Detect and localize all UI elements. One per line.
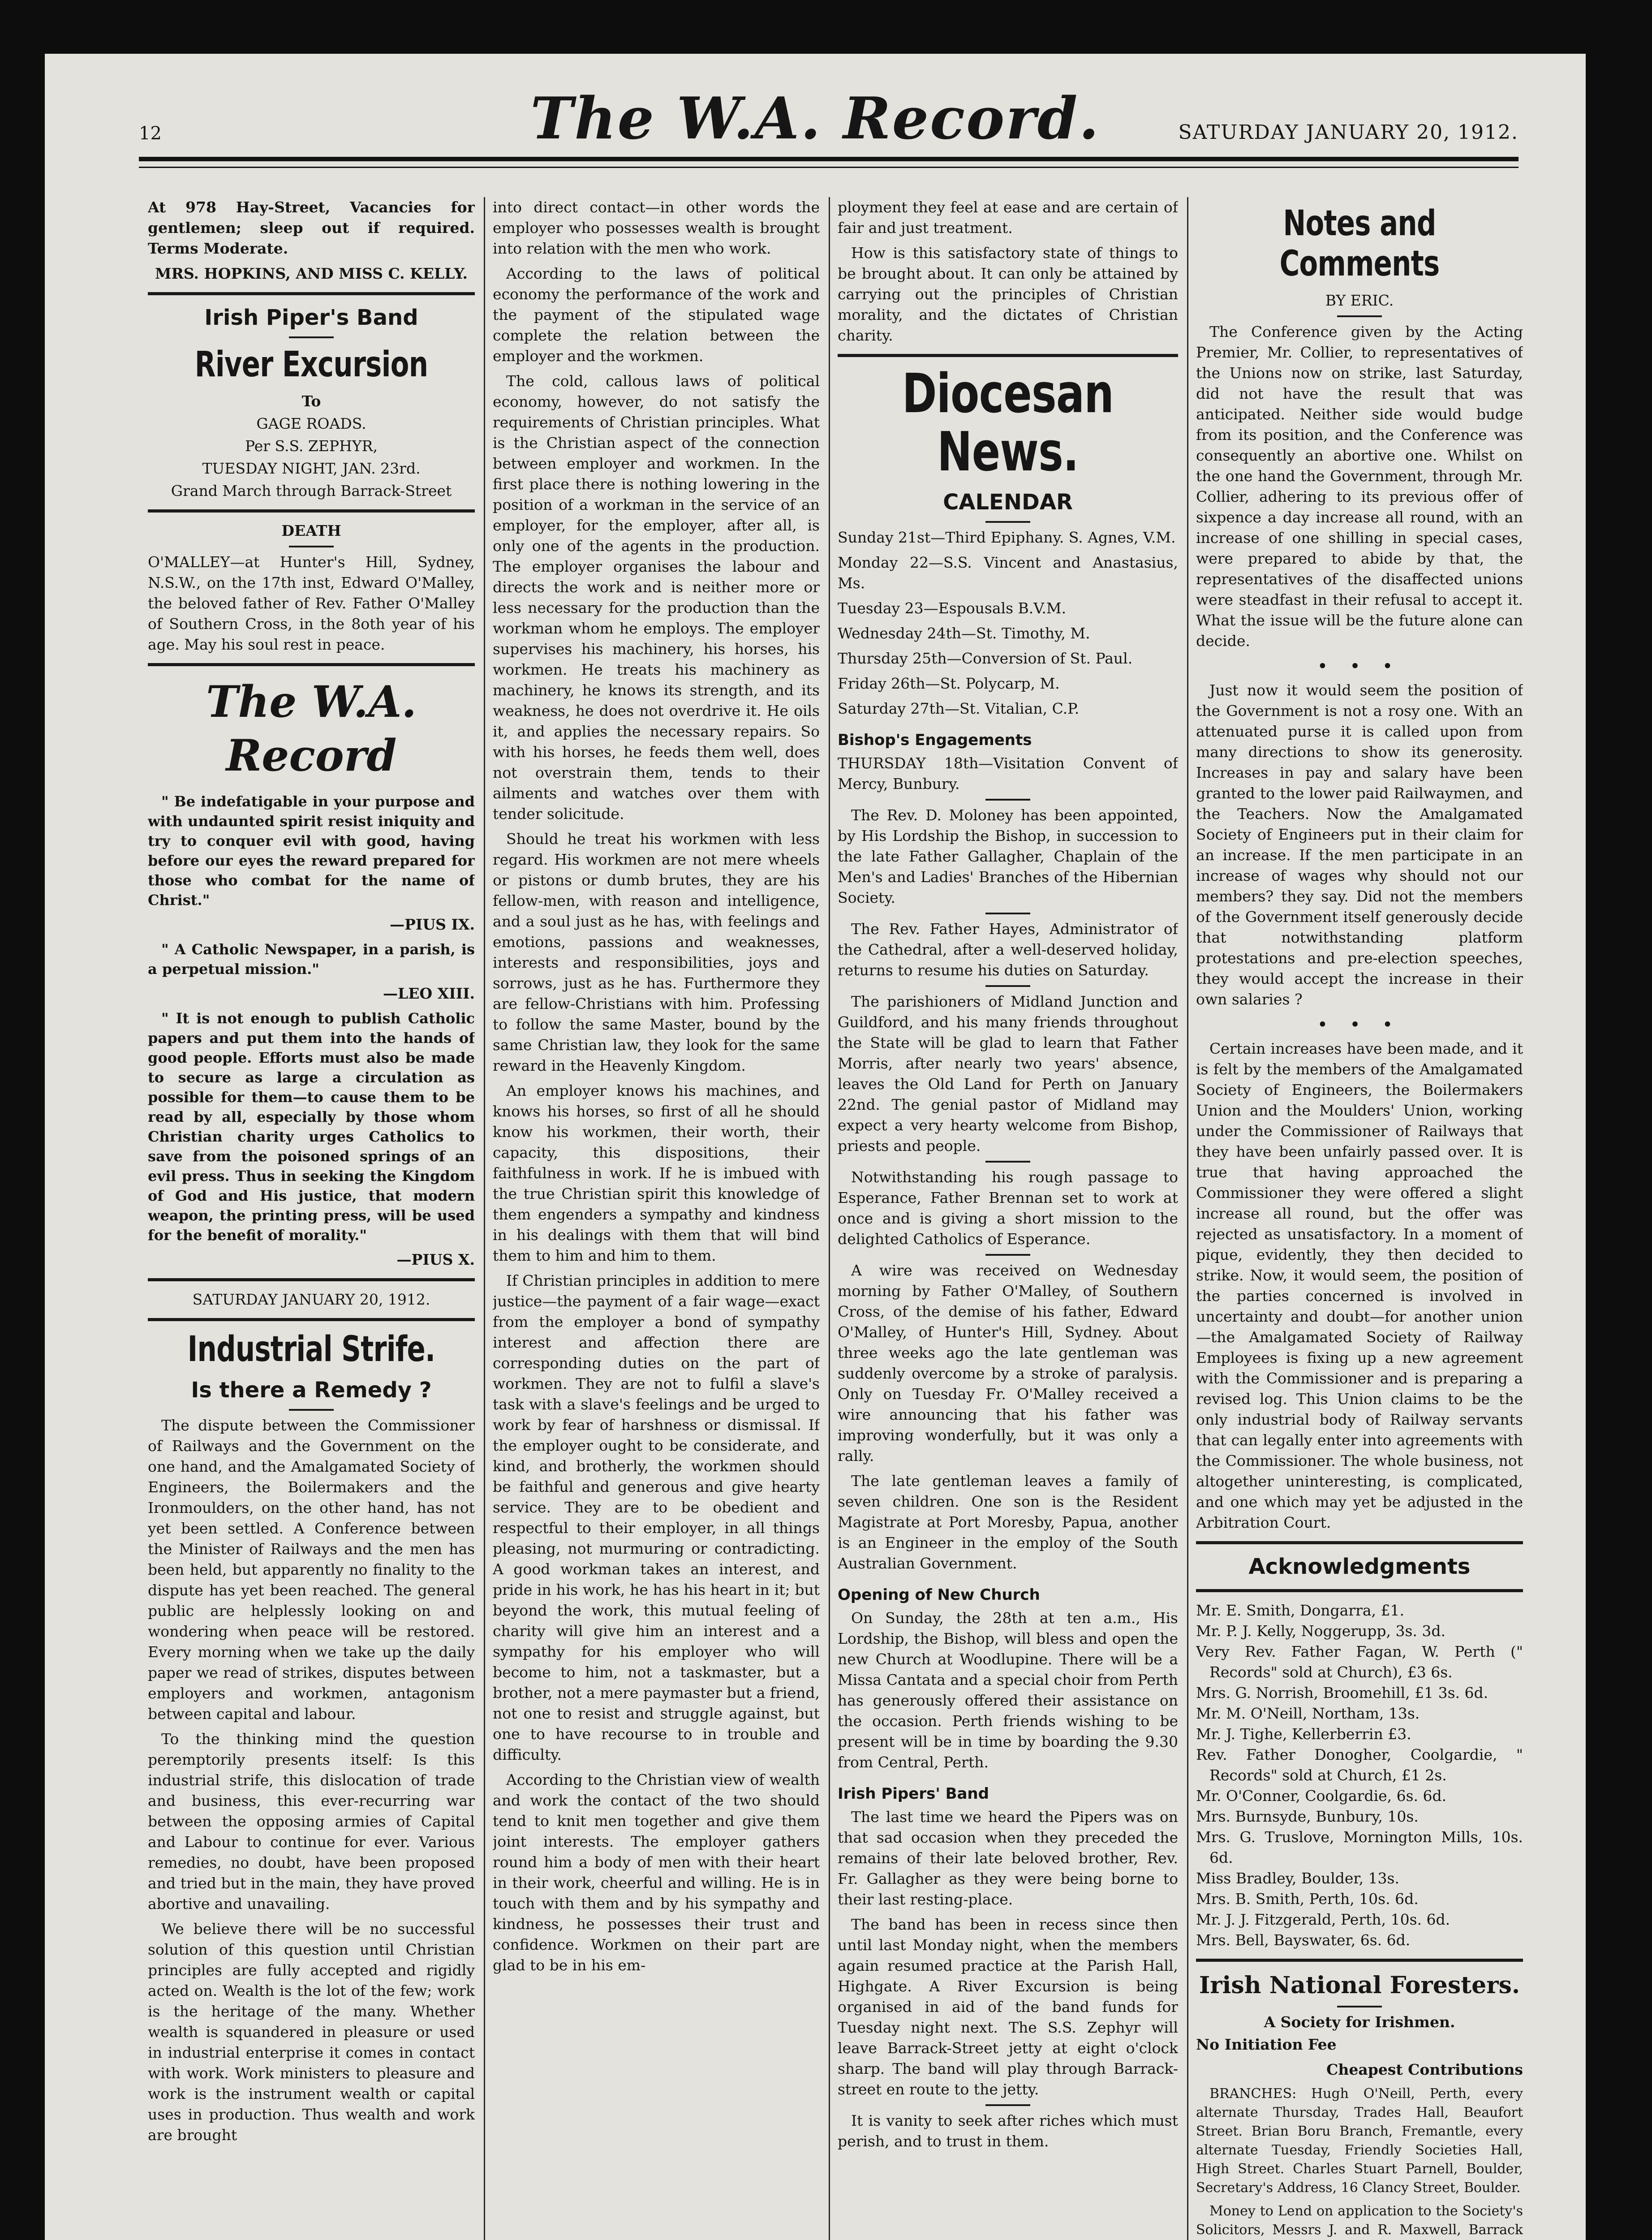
motto-quote: " It is not enough to publish Catholic papers and put them into the hands of good people. Efforts must also be made to secure as large a circulation as possible for them—to cause them to be read by all, especially by those whom Christian charity urges Catholics to save from the poisoned springs of an evil press. Thus in seeking the Kingdom of God and His justice, that modern weapon, the printing press, will be used for the benefit of morality." bbox=[148, 1010, 475, 1244]
ack-entry: Mr. J. Tighe, Kellerberrin £3. bbox=[1196, 1725, 1411, 1743]
divider bbox=[148, 1318, 475, 1321]
calendar-entry: Friday 26th—St. Polycarp, M. bbox=[838, 675, 1060, 692]
calendar-entry: Wednesday 24th—St. Timothy, M. bbox=[838, 625, 1090, 642]
calendar-heading: CALENDAR bbox=[943, 490, 1073, 515]
foresters-tagline: A Society for Irishmen. bbox=[1264, 2013, 1455, 2031]
death-notice: O'MALLEY—at Hunter's Hill, Sydney, N.S.W., on the 17th inst, Edward O'Malley, the beloved father of Rev. Father O'Malley of Southern Cross, in the 8oth year of his age. May his soul rest in peace. bbox=[148, 553, 475, 653]
news-paragraph: The Rev. D. Moloney has been appointed, by His Lordship the Bishop, in succession to the late Father Gallagher, Chaplain of the Men's and Ladies' Branches of the Hibernian Society. bbox=[838, 806, 1178, 906]
divider bbox=[148, 509, 475, 513]
calendar-entry: Monday 22—S.S. Vincent and Anastasius, Ms. bbox=[838, 554, 1178, 592]
excursion-line: Grand March through Barrack-Street bbox=[171, 482, 452, 500]
excursion-line: GAGE ROADS. bbox=[256, 415, 366, 432]
no-fee: No Initiation Fee bbox=[1196, 2036, 1337, 2053]
ack-entry: Mrs. Burnsyde, Bunbury, 10s. bbox=[1196, 1808, 1419, 1825]
short-rule bbox=[985, 2104, 1030, 2106]
excursion-line: TUESDAY NIGHT, JAN. 23rd. bbox=[202, 460, 421, 477]
short-rule bbox=[985, 985, 1030, 987]
header-rule-thin bbox=[139, 167, 1519, 168]
page-number: 12 bbox=[139, 123, 162, 144]
ack-entry: Mrs. B. Smith, Perth, 10s. 6d. bbox=[1196, 1890, 1419, 1908]
short-rule bbox=[985, 521, 1030, 523]
record-title: The W.A. Record bbox=[206, 676, 417, 781]
ack-entry: Rev. Father Donogher, Coolgardie, " Records" sold at Church, £1 2s. bbox=[1196, 1746, 1523, 1784]
calendar-entry: Tuesday 23—Espousals B.V.M. bbox=[838, 599, 1067, 617]
strife-paragraph: ployment they feel at ease and are certain of fair and just treatment. bbox=[838, 198, 1178, 237]
strife-paragraph: into direct contact—in other words the employer who possesses wealth is brought into relation with the men who work. bbox=[493, 198, 820, 257]
column-rule bbox=[1187, 197, 1188, 2240]
excursion-line: To bbox=[301, 392, 321, 410]
motto-source: —PIUS IX. bbox=[390, 916, 475, 933]
bishop-engagement: THURSDAY 18th—Visitation Convent of Mercy, Bunbury. bbox=[838, 754, 1178, 793]
branches-text: BRANCHES: Hugh O'Neill, Perth, every alternate Thursday, Trades Hall, Beaufort Street. Brian Boru Branch, Fremantle, every alternate Tuesday, Friendly Societies Hall, High Street. Charles Stuart Parnell, Boulder, Secretary's Address, 16 Clancy Street, Boulder. bbox=[1196, 2086, 1523, 2196]
column-2 bbox=[493, 197, 820, 2240]
news-paragraph: The parishioners of Midland Junction and Guildford, and his many friends throughout the State will be glad to learn that Father Morris, after nearly two years' absence, leaves the Old Land for Perth on January 22nd. The genial pastor of Midland may expect a very hearty welcome from Bishop, priests and people. bbox=[838, 993, 1178, 1154]
strife-paragraph: Should he treat his workmen with less regard. His workmen are not mere wheels or pistons or dumb brutes, they are his fellow-men, with reason and intelligence, and a soul just as he has, with feelings and emotions, passions and weaknesses, interests and responsibilities, joys and sorrows, just as he has. Furthermore they are fellow-Christians with him. Professing to follow the same Master, bound by the same Christian law, they look for the same reward in the Heavenly Kingdom. bbox=[493, 830, 820, 1074]
news-paragraph: On Sunday, the 28th at ten a.m., His Lordship, the Bishop, will bless and open the new Church at Woodlupine. There will be a Missa Cantata and a special choir from Perth has generously offered their assistance on the occasion. Perth friends wishing to be present will be in time by boarding the 9.30 from Central, Perth. bbox=[838, 1609, 1178, 1771]
excursion-line: Per S.S. ZEPHYR, bbox=[245, 437, 378, 455]
pipers-heading: Irish Piper's Band bbox=[204, 305, 418, 330]
strife-paragraph: According to the Christian view of wealth and work the contact of the two should tend to knit men together and give them joint interests. The employer gathers round him a body of men with their heart in their work, cheerful and willing. He is in touch with them and by his sympathy and kindness, he possesses their trust and confidence. Workmen on their part are glad to be in his em- bbox=[493, 1771, 820, 1974]
header-date: SATURDAY JANUARY 20, 1912. bbox=[1178, 121, 1519, 144]
death-heading: DEATH bbox=[281, 522, 341, 539]
motto-source: —PIUS X. bbox=[396, 1251, 475, 1268]
strife-paragraph: To the thinking mind the question peremptorily presents itself: Is this industrial strife, this dislocation of trade and business, this ever-recurring war between the opposing armies of Capital and Labour to continue for ever. Various remedies, no doubt, have been proposed and tried but in the main, they have proved abortive and unavailing. bbox=[148, 1730, 475, 1913]
masthead: The W.A. Record. bbox=[530, 85, 1100, 152]
ack-entry: Miss Bradley, Boulder, 13s. bbox=[1196, 1870, 1399, 1887]
news-paragraph: It is vanity to seek after riches which must perish, and to trust in them. bbox=[838, 2112, 1178, 2150]
short-rule bbox=[1337, 2006, 1382, 2007]
short-rule bbox=[289, 1409, 334, 1411]
ack-list bbox=[1196, 1600, 1523, 1951]
news-paragraph: The band has been in recess since then until last Monday night, when the members again resumed practice at the Parish Hall, Highgate. A River Excursion is being organised in aid of the band funds for Tuesday night next. The S.S. Zephyr will leave Barrack-Street jetty at eight o'clock sharp. The band will play through Barrack-street en route to the jetty. bbox=[838, 1916, 1178, 2098]
news-paragraph: The Rev. Father Hayes, Administrator of the Cathedral, after a well-deserved holiday, returns to resume his duties on Saturday. bbox=[838, 920, 1178, 979]
vacancies-notice: At 978 Hay-Street, Vacancies for gentlemen; sleep out if required. Terms Moderate. bbox=[148, 198, 475, 257]
notes-byline: BY ERIC. bbox=[1325, 292, 1394, 309]
divider bbox=[1196, 1541, 1523, 1544]
calendar-entry: Saturday 27th—St. Vitalian, C.P. bbox=[838, 700, 1080, 717]
divider bbox=[1196, 1589, 1523, 1592]
short-rule bbox=[289, 546, 334, 547]
editorial-date: SATURDAY JANUARY 20, 1912. bbox=[192, 1291, 430, 1308]
money-text: Money to Lend on application to the Society's Solicitors, Messrs J. and R. Maxwell, Barrack bbox=[1196, 2203, 1523, 2238]
column-1 bbox=[148, 197, 475, 2240]
ack-heading: Acknowledgments bbox=[1248, 1554, 1471, 1579]
excursion-heading: River Excursion bbox=[194, 345, 428, 385]
calendar-entry: Sunday 21st—Third Epiphany. S. Agnes, V.M. bbox=[838, 529, 1176, 546]
header-rule bbox=[139, 157, 1519, 161]
divider bbox=[148, 663, 475, 666]
ack-entry: Mrs. G. Norrish, Broomehill, £1 3s. 6d. bbox=[1196, 1684, 1489, 1702]
vacancies-names: MRS. HOPKINS, AND MISS C. KELLY. bbox=[155, 265, 468, 282]
notes-paragraph: The Conference given by the Acting Premier, Mr. Collier, to representatives of the Unions now on strike, last Saturday, did not have the result that was anticipated. Neither side would budge from its position, and the Conference was consequently an abortive one. Whilst on the one hand the Government, through Mr. Collier, adhering to its previous offer of sixpence a day increase all round, with an increase of one shilling in special cases, were prepared to abide by that, the representatives of the disaffected unions were steadfast in their refusal to accept it. What the issue will be the future alone can decide. bbox=[1196, 323, 1523, 650]
section-stars: • • • bbox=[1317, 1016, 1402, 1033]
ack-entry: Mr. M. O'Neill, Northam, 13s. bbox=[1196, 1705, 1420, 1722]
ack-entry: Mr. P. J. Kelly, Noggerupp, 3s. 3d. bbox=[1196, 1622, 1446, 1640]
strife-paragraph: The dispute between the Commissioner of Railways and the Government on the one hand, and the Amalgamated Society of Engineers, the Boilermakers and the Ironmoulders, on the other hand, has not yet been settled. A Conference between the Minister of Railways and the men has been held, but apparently no finality to the dispute has yet been reached. The general public are helplessly looking on and wondering when peace will be restored. Every morning when we take up the daily paper we read of strikes, disputes between employers and workmen, antagonism between capital and labour. bbox=[148, 1417, 475, 1723]
divider bbox=[148, 292, 475, 295]
notes-heading: Notes and Comments bbox=[1279, 203, 1440, 284]
news-paragraph: Notwithstanding his rough passage to Esperance, Father Brennan set to work at once and is giving a short mission to the delighted Catholics of Esperance. bbox=[838, 1168, 1178, 1248]
strife-heading: Industrial Strife. bbox=[187, 1329, 435, 1370]
ack-entry: Very Rev. Father Fagan, W. Perth (" Records" sold at Church), £3 6s. bbox=[1196, 1643, 1523, 1681]
calendar-entry: Thursday 25th—Conversion of St. Paul. bbox=[838, 650, 1133, 667]
ack-entry: Mr. J. J. Fitzgerald, Perth, 10s. 6d. bbox=[1196, 1911, 1450, 1928]
foresters-heading: Irish National Foresters. bbox=[1199, 1972, 1520, 1999]
motto-quote: " Be indefatigable in your purpose and with undaunted spirit resist iniquity and try to conquer evil with good, having before our eyes the reward prepared for those who combat for the name of Christ." bbox=[148, 793, 475, 909]
divider bbox=[838, 354, 1178, 357]
news-paragraph: A wire was received on Wednesday morning by Father O'Malley, of Southern Cross, of the demise of his father, Edward O'Malley, of Hunter's Hill, Sydney. About three weeks ago the late gentleman was suddenly overcome by a stroke of paralysis. Only on Tuesday Fr. O'Malley received a wire announcing that his father was improving wonderfully, but it was only a rally. bbox=[838, 1262, 1178, 1465]
column-rule bbox=[484, 197, 485, 2240]
short-rule bbox=[1337, 315, 1382, 317]
ack-entry: Mrs. G. Truslove, Mornington Mills, 10s. 6d. bbox=[1196, 1828, 1523, 1866]
motto-source: —LEO XIII. bbox=[383, 985, 475, 1002]
short-rule bbox=[985, 799, 1030, 801]
notes-paragraph: Just now it would seem the position of the Government is not a rosy one. With an attenuated purse it is called upon from many directions to show its generosity. Increases in pay and salary have been granted to the lower paid Railwaymen, and the Teachers. Now the Amalgamated Society of Engineers put in their claim for an increase. If the men participate in an increase of wages why should not our members? they say. Did not the members of the Government itself generously decide that notwithstanding platform protestations and pre-election speeches, they would accept the increase in their own salaries ? bbox=[1196, 681, 1523, 1008]
short-rule bbox=[985, 1161, 1030, 1163]
section-stars: • • • bbox=[1317, 657, 1402, 675]
strife-paragraph: We believe there will be no successful solution of this question until Christian principles are fully accepted and rigidly acted on. Wealth is the lot of the few; work is the heritage of the many. Whether wealth is squandered in pleasure or used in industrial enterprise it comes in contact with work. Work ministers to pleasure and work is the instrument wealth or capital uses in production. Thus wealth and work are brought bbox=[148, 1920, 475, 2144]
ack-entry: Mr. O'Conner, Coolgardie, 6s. 6d. bbox=[1196, 1787, 1447, 1805]
strife-paragraph: How is this satisfactory state of things to be brought about. It can only be attained by carrying out the principles of Christian morality, and the dictates of Christian charity. bbox=[838, 244, 1178, 344]
news-paragraph: The late gentleman leaves a family of seven children. One son is the Resident Magistrate at Port Moresby, Papua, another is an Engineer in the employ of the South Australian Government. bbox=[838, 1472, 1178, 1572]
short-rule bbox=[289, 336, 334, 338]
newspaper-page bbox=[45, 54, 1586, 2240]
short-rule bbox=[985, 913, 1030, 914]
church-heading: Opening of New Church bbox=[838, 1586, 1040, 1604]
column-rule bbox=[829, 197, 830, 2240]
column-3 bbox=[838, 197, 1178, 2240]
divider bbox=[1196, 1959, 1523, 1962]
strife-subheading: Is there a Remedy ? bbox=[191, 1378, 432, 1403]
pipers-news-heading: Irish Pipers' Band bbox=[838, 1785, 989, 1803]
news-paragraph: The last time we heard the Pipers was on that sad occasion when they preceded the remains of their late beloved brother, Rev. Fr. Gallagher as they were being borne to their last resting-place. bbox=[838, 1808, 1178, 1908]
diocesan-heading: Diocesan News. bbox=[902, 363, 1114, 483]
column-4 bbox=[1196, 197, 1523, 2240]
strife-paragraph: The cold, callous laws of political economy, however, do not satisfy the requirements of Christian principles. What is the Christian aspect of the connection between employer and workmen. In the first place there is nothing lowering in the position of a workman in the service of an employer, for the employer, after all, is only one of the agents in the production. The employer organises the labour and directs the work and is neither more or less necessary for the production than the workman whom he employs. The employer supervises his machinery, his horses, his workmen. He treats his machinery as machinery, he knows its strength, and its weakness, he does not overdrive it. He oils it, and applies the necessary repairs. So with his horses, he feeds them well, does not overstrain them, tends to their ailments and watches over them with tender solicitude. bbox=[493, 372, 820, 823]
cheapest: Cheapest Contributions bbox=[1326, 2061, 1523, 2078]
bishop-heading: Bishop's Engagements bbox=[838, 731, 1032, 749]
divider bbox=[148, 1278, 475, 1281]
motto-quote: " A Catholic Newspaper, in a parish, is a perpetual mission." bbox=[148, 941, 475, 978]
ack-entry: Mrs. Bell, Bayswater, 6s. 6d. bbox=[1196, 1931, 1411, 1949]
strife-paragraph: If Christian principles in addition to mere justice—the payment of a fair wage—exact from the employer a bond of sympathy interest and affection there are corresponding duties on the part of workmen. They are not to fulfil a slave's task with a slave's feelings and be urged to work by fear of harshness or dismissal. If the employer ought to be considerate, and kind, and brotherly, the workmen should be faithful and generous and give hearty service. They are to be obedient and respectful to their employer, in all things pleasing, not murmuring or contradicting. A good workman takes an interest, and pride in his work, he has his heart in it; but beyond the work, this mutual feeling of charity will give him an interest and a sympathy for his employer who will become to him, not a taskmaster, but a brother, not a mere paymaster but a friend, not one to resist and struggle against, but one to have recourse to in trouble and difficulty. bbox=[493, 1272, 820, 1763]
short-rule bbox=[985, 1254, 1030, 1256]
notes-paragraph: Certain increases have been made, and it is felt by the members of the Amalgamated Society of Engineers, the Boilermakers Union and the Moulders' Union, working under the Commissioner of Railways that they have been unfairly passed over. It is true that having approached the Commissioner they were offered a slight increase all round, but the offer was rejected as unsatisfactory. In a moment of pique, evidently, they then decided to strike. Now, it would seem, the position of the parties concerned is involved in uncertainty and doubt—for another union—the Amalgamated Society of Railway Employees is fixing up a new agreement with the Commissioner and is preparing a revised log. This Union claims to be the only industrial body of Railway servants that can legally enter into agreements with the Commissioner. The whole business, not altogether uninteresting, is complicated, and one which may yet be adjusted in the Arbitration Court. bbox=[1196, 1040, 1523, 1531]
ack-entry: Mr. E. Smith, Dongarra, £1. bbox=[1196, 1602, 1404, 1619]
strife-paragraph: According to the laws of political economy the performance of the work and the payment of the stipulated wage complete the relation between the employer and the workmen. bbox=[493, 265, 820, 365]
strife-paragraph: An employer knows his machines, and knows his horses, so first of all he should know his workmen, their worth, their capacity, this dispositions, their faithfulness in work. If he is imbued with the true Christian spirit this knowledge of them engenders a sympathy and kindness in his dealings with them that will bind them to him and him to them. bbox=[493, 1082, 820, 1264]
